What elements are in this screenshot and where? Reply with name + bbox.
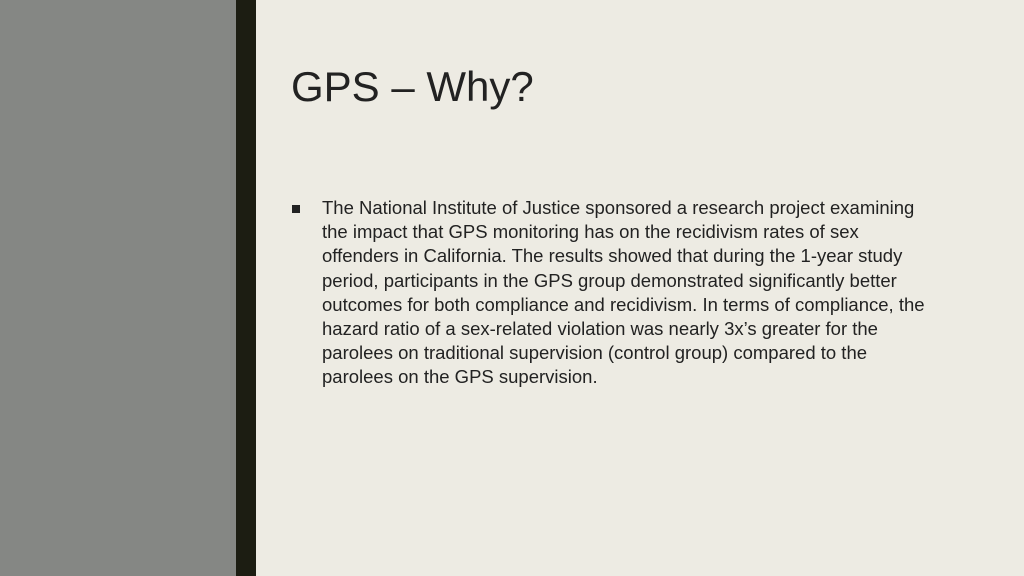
bullet-item — [290, 196, 930, 390]
side-panel — [0, 0, 236, 576]
bullet-list — [290, 196, 930, 390]
bullet-text: The National Institute of Justice sponsored a research project examining the impact that GPS monitoring has on the recidivism rates of sex offenders in California. The results showed that during the 1-year study period, participants in the GPS group demonstrated significantly better outcomes for both compliance and recidivism. In terms of compliance, the hazard ratio of a sex-related violation was nearly 3x’s greater for the parolees on traditional supervision (control group) compared to the parolees on the GPS supervision. — [322, 197, 925, 388]
slide-title: GPS – Why? — [291, 63, 534, 110]
slide-content — [256, 0, 1024, 576]
side-accent-bar — [236, 0, 256, 576]
square-bullet-icon — [292, 205, 300, 213]
